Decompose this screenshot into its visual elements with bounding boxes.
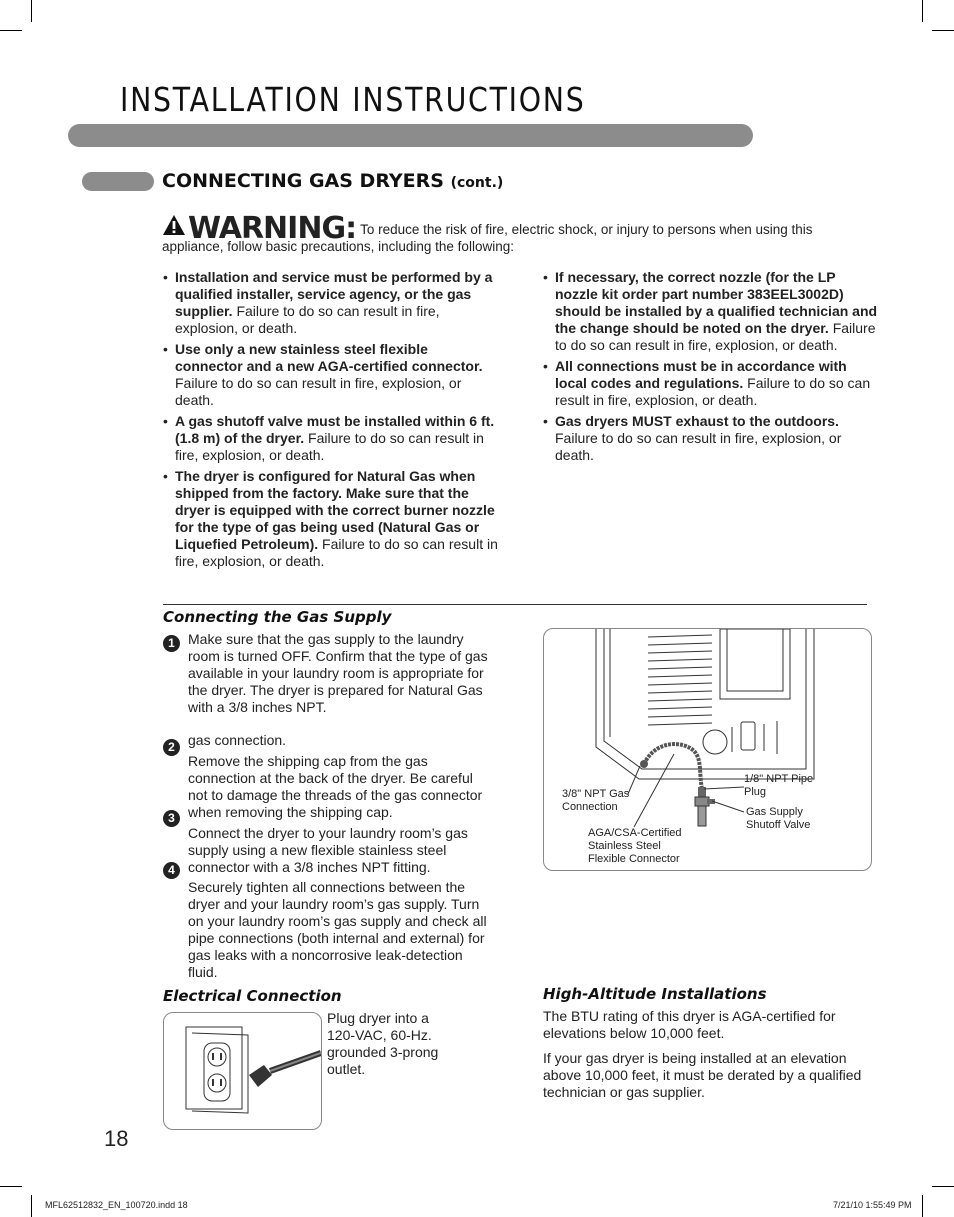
- step-2-text: Remove the shipping cap from the gas connection at the back of the dryer. Be careful not to damage the threads of the gas connector when removing the shipping cap.: [188, 753, 483, 820]
- label-shutoff-valve: Gas Supply Shutoff Valve: [746, 806, 811, 831]
- page-title: INSTALLATION INSTRUCTIONS: [120, 80, 586, 119]
- title-bar: [68, 124, 753, 147]
- label-pipe-plug: 1/8" NPT Pipe Plug: [744, 773, 814, 798]
- list-item: • If necessary, the correct nozzle (for the LP nozzle kit order part number 383EEL3002D) should be installed by a qualified technician and the change should be noted on the dryer. Failure to do so can result in fire, explosion, or death.: [543, 269, 878, 354]
- warning-label: WARNING:: [188, 211, 357, 246]
- step-number-4: 4: [163, 862, 180, 879]
- step-1-text-cont: gas connection.: [188, 732, 287, 748]
- footer-file-info: MFL62512832_EN_100720.indd 18: [45, 1200, 188, 1210]
- footer-timestamp: 7/21/10 1:55:49 PM: [833, 1200, 912, 1210]
- crop-mark: [932, 1186, 954, 1187]
- step-number-3: 3: [163, 810, 180, 827]
- altitude-paragraph-2: If your gas dryer is being installed at an elevation above 10,000 feet, it must be derated by a qualified technician or gas supplier.: [543, 1050, 862, 1100]
- gas-connection-diagram: [543, 628, 872, 871]
- warning-triangle-icon: [162, 214, 186, 236]
- gas-supply-heading: Connecting the Gas Supply: [163, 608, 392, 626]
- list-item: • A gas shutoff valve must be installed within 6 ft. (1.8 m) of the dryer. Failure to do so can result in fire, explosion, or death.: [163, 413, 498, 464]
- list-item: • Installation and service must be performed by a qualified installer, service agency, or the gas supplier. Failure to do so can result in fire, explosion, or death.: [163, 269, 498, 337]
- list-item: • Gas dryers MUST exhaust to the outdoors. Failure to do so can result in fire, explosion, or death.: [543, 413, 878, 464]
- list-item: • All connections must be in accordance with local codes and regulations. Failure to do so can result in fire, explosion, or death.: [543, 358, 878, 409]
- outlet-illustration: [163, 1012, 322, 1130]
- crop-mark: [0, 1186, 22, 1187]
- warning-intro: [162, 211, 862, 255]
- step-number-2: 2: [163, 739, 180, 756]
- crop-mark: [31, 0, 32, 22]
- step-1-text: Make sure that the gas supply to the laundry room is turned OFF. Confirm that the type of gas available in your laundry room is appropriate for the dryer. The dryer is prepared for Natural Gas with a 3/8 inches NPT.: [188, 631, 488, 715]
- page-number: 18: [104, 1126, 129, 1151]
- altitude-heading: High-Altitude Installations: [543, 985, 767, 1003]
- list-item: • Use only a new stainless steel flexible connector and a new AGA-certified connector. Failure to do so can result in fire, explosion, or death.: [163, 341, 498, 409]
- crop-mark: [0, 30, 22, 31]
- altitude-paragraph-1: The BTU rating of this dryer is AGA-certified for elevations below 10,000 feet.: [543, 1008, 836, 1041]
- label-flex-connector: AGA/CSA-Certified Stainless Steel Flexible Connector: [588, 827, 682, 865]
- outlet-plug-icon: [164, 1013, 321, 1129]
- warning-list-left: [163, 269, 498, 574]
- section-title: CONNECTING GAS DRYERS: [162, 170, 444, 192]
- section-pill: [82, 172, 154, 191]
- warning-list-right: [543, 269, 878, 468]
- section-suffix: (cont.): [450, 175, 504, 191]
- electrical-heading: Electrical Connection: [163, 987, 342, 1005]
- crop-mark: [31, 1195, 32, 1217]
- label-npt-connection: 3/8" NPT Gas Connection: [562, 788, 630, 813]
- electrical-text: Plug dryer into a 120-VAC, 60-Hz. grounded 3-prong outlet.: [327, 1010, 439, 1077]
- step-4-text: Securely tighten all connections between the dryer and your laundry room’s gas supply. Turn on your laundry room’s gas supply and check all pipe connections (both internal and external) for gas leaks with a noncorrosive leak-detection fluid.: [188, 879, 487, 980]
- warning-intro-text: To reduce the risk of fire, electric shock, or injury to persons when using this appliance, follow basic precautions, including the following:: [162, 222, 813, 254]
- crop-mark: [932, 30, 954, 31]
- divider: [163, 604, 867, 605]
- list-item: • The dryer is configured for Natural Gas when shipped from the factory. Make sure that the dryer is equipped with the correct burner nozzle for the type of gas being used (Natural Gas or Liquefied Petroleum). Failure to do so can result in fire, explosion, or death.: [163, 468, 498, 570]
- crop-mark: [922, 1195, 923, 1217]
- step-number-1: 1: [163, 635, 180, 652]
- step-3-text: Connect the dryer to your laundry room’s gas supply using a new flexible stainless steel connector with a 3/8 inches NPT fitting.: [188, 825, 468, 875]
- section-heading: [162, 170, 503, 192]
- crop-mark: [922, 0, 923, 22]
